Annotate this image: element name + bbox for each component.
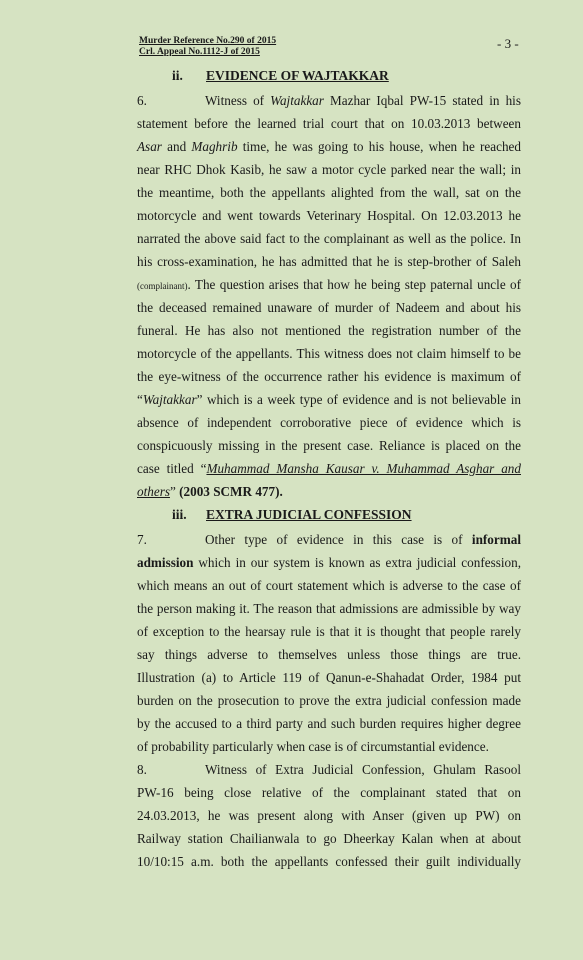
paragraph-line: of exception to the hearsay rule is that it is thought that people rarely [137, 624, 521, 639]
section-roman-numeral: iii. [172, 507, 187, 522]
page-number: - 3 - [497, 36, 519, 51]
section-heading-extra-judicial-confession [172, 507, 412, 523]
criminal-appeal-reference: Crl. Appeal No.1112-J of 2015 [139, 47, 260, 57]
paragraph-line: of probability particularly when case is of circumstantial evidence. [137, 739, 489, 754]
paragraph-line: Asar and Maghrib time, he was going to his house, when he reached [137, 139, 521, 154]
section-heading-evidence-of-wajtakkar [172, 68, 389, 84]
paragraph-line: Railway station Chailianwala to go Dheerkay Kalan when at about [137, 831, 521, 846]
paragraph-line: motorcycle and went towards Veterinary Hospital. On 12.03.2013 he [137, 208, 521, 223]
paragraph-line: funeral. He has also not mentioned the registration number of the [137, 323, 521, 338]
paragraph-line: 24.03.2013, he was present along with Anser (given up PW) on [137, 808, 521, 823]
paragraph-line: Witness of Extra Judicial Confession, Ghulam Rasool [205, 762, 521, 777]
paragraph-number: 7. [137, 532, 147, 547]
paragraph-line: motorcycle of the appellants. This witness does not claim himself to be [137, 346, 521, 361]
paragraph-line: admission which in our system is known as extra judicial confession, [137, 555, 521, 570]
paragraph-line: the person making it. The reason that admissions are admissible by way [137, 601, 521, 616]
paragraph-line: narrated the above said fact to the complainant as well as the police. In [137, 231, 521, 246]
paragraph-line: Other type of evidence in this case is of informal [205, 532, 521, 547]
citation-reference: (2003 SCMR 477). [179, 484, 283, 499]
paragraph-line: burden on the prosecution to prove the extra judicial confession made [137, 693, 521, 708]
paragraph-line: his cross-examination, he has admitted that he is step-brother of Saleh [137, 254, 521, 269]
paragraph-line: by the accused to a third party and such burden requires higher degree [137, 716, 521, 731]
section-roman-numeral: ii. [172, 68, 183, 83]
paragraph-line: the eye-witness of the occurrence rather his evidence is maximum of [137, 369, 521, 384]
paragraph-line: (complainant). The question arises that how he being step paternal uncle of [137, 277, 521, 292]
case-citation-title: Muhammad Mansha Kausar v. Muhammad Asghar and [206, 461, 521, 476]
paragraph-line: case titled “Muhammad Mansha Kausar v. Muhammad Asghar and [137, 461, 521, 476]
paragraph-line: 10/10:15 a.m. both the appellants confessed their guilt individually [137, 854, 521, 869]
paragraph-line: say things adverse to themselves unless those things are true. [137, 647, 521, 662]
paragraph-line: conspicuously missing in the present case. Reliance is placed on the [137, 438, 521, 453]
paragraph-line: PW-16 being close relative of the complainant stated that on [137, 785, 521, 800]
murder-reference: Murder Reference No.290 of 2015 [139, 36, 277, 46]
paragraph-line: “Wajtakkar” which is a week type of evidence and is not believable in [137, 392, 521, 407]
paragraph-number: 8. [137, 762, 147, 777]
paragraph-number: 6. [137, 93, 147, 108]
paragraph-line: which means an out of court statement which is adverse to the case of [137, 578, 521, 593]
case-reference-header [139, 36, 276, 58]
paragraph-line: the deceased remained unaware of murder of Nadeem and about his [137, 300, 521, 315]
section-title: EXTRA JUDICIAL CONFESSION [206, 507, 412, 522]
paragraph-line: statement before the learned trial court that on 10.03.2013 between [137, 116, 521, 131]
paragraph-line: others” (2003 SCMR 477). [137, 484, 283, 499]
paragraph-line: near RHC Dhok Kasib, he saw a motor cycle parked near the wall; in [137, 162, 521, 177]
paragraph-line: Illustration (a) to Article 119 of Qanun-e-Shahadat Order, 1984 put [137, 670, 521, 685]
section-title: EVIDENCE OF WAJTAKKAR [206, 68, 389, 83]
paragraph-line: absence of independent corroborative piece of evidence which is [137, 415, 521, 430]
paragraph-line: the meantime, both the appellants alighted from the wall, sat on the [137, 185, 521, 200]
paragraph-line: Witness of Wajtakkar Mazhar Iqbal PW-15 stated in his [205, 93, 521, 108]
